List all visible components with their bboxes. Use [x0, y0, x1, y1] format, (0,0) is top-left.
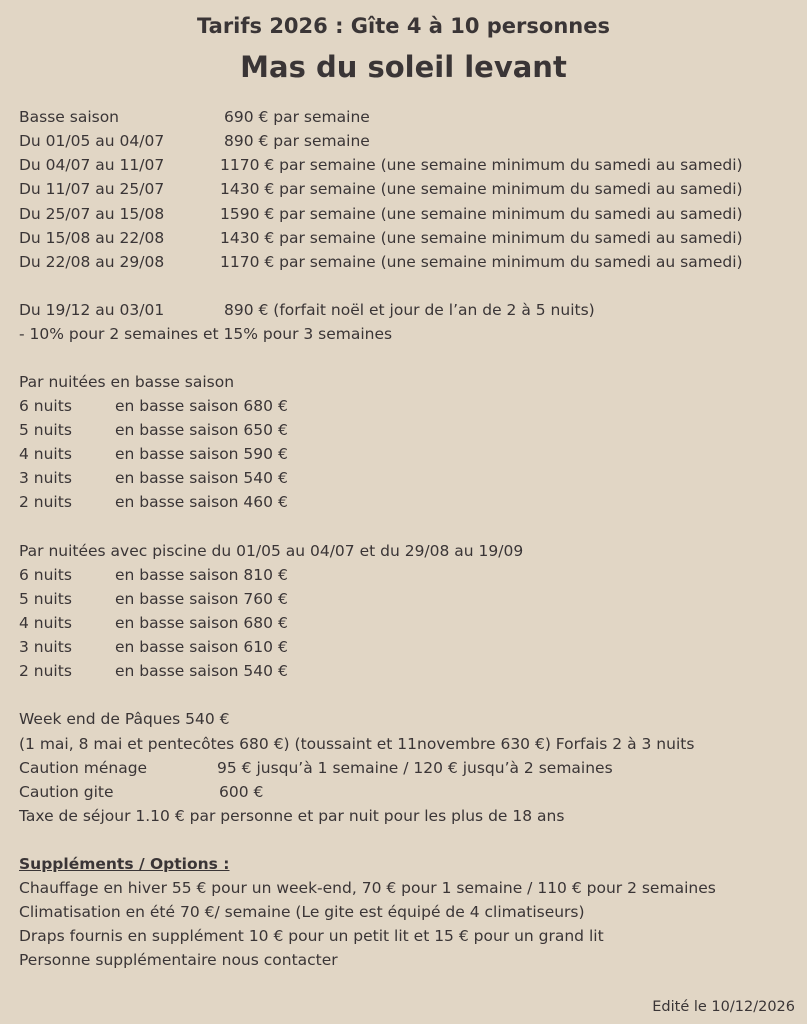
holiday-period: Du 19/12 au 03/01 [19, 301, 165, 319]
cleaning-deposit-label: Caution ménage [19, 759, 148, 777]
rate-price: 1590 € par semaine (une semaine minimum du samedi au samedi) [220, 205, 743, 223]
rate-period: Basse saison [19, 108, 120, 126]
nights-count: 3 nuits [19, 469, 72, 487]
supplements-heading: Suppléments / Options : [19, 855, 230, 873]
nights-count: 2 nuits [19, 493, 72, 511]
page-subtitle: Mas du soleil levant [240, 50, 567, 84]
weekly-rate-row [19, 227, 743, 249]
gite-deposit-label: Caution gite [19, 783, 114, 801]
gite-deposit-row [19, 781, 264, 803]
cleaning-deposit-value: 95 € jusqu’à 1 semaine / 120 € jusqu’à 2 semaines [217, 759, 613, 777]
weekly-rate-row [19, 154, 743, 176]
supplement-item: Climatisation en été 70 €/ semaine (Le gite est équipé de 4 climatiseurs) [19, 903, 585, 921]
nights-price: en basse saison 680 € [115, 397, 288, 415]
nights-price: en basse saison 810 € [115, 566, 288, 584]
night-rate-row [19, 588, 288, 610]
nights-count: 4 nuits [19, 445, 72, 463]
rate-price: 1430 € par semaine (une semaine minimum du samedi au samedi) [220, 229, 743, 247]
page-title: Tarifs 2026 : Gîte 4 à 10 personnes [197, 14, 610, 38]
tourist-tax: Taxe de séjour 1.10 € par personne et par nuit pour les plus de 18 ans [19, 807, 565, 825]
cleaning-deposit-row [19, 757, 613, 779]
nights-price: en basse saison 760 € [115, 590, 288, 608]
nights-price: en basse saison 680 € [115, 614, 288, 632]
weekly-rate-row [19, 130, 370, 152]
nights-price: en basse saison 540 € [115, 662, 288, 680]
easter-rate: Week end de Pâques 540 € [19, 710, 230, 728]
night-rate-row [19, 467, 288, 489]
night-rate-row [19, 612, 288, 634]
rate-price: 1170 € par semaine (une semaine minimum du samedi au samedi) [220, 156, 743, 174]
rate-period: Du 25/07 au 15/08 [19, 205, 165, 223]
nights-price: en basse saison 650 € [115, 421, 288, 439]
nights-count: 2 nuits [19, 662, 72, 680]
nights-price: en basse saison 460 € [115, 493, 288, 511]
night-rate-row [19, 564, 288, 586]
holiday-price: 890 € (forfait noël et jour de l’an de 2 à 5 nuits) [224, 301, 595, 319]
weekly-rate-row [19, 106, 370, 128]
rate-period: Du 11/07 au 25/07 [19, 180, 165, 198]
weekly-rate-row [19, 251, 743, 273]
nights-price: en basse saison 610 € [115, 638, 288, 656]
rate-price: 1170 € par semaine (une semaine minimum du samedi au samedi) [220, 253, 743, 271]
rate-price: 1430 € par semaine (une semaine minimum du samedi au samedi) [220, 180, 743, 198]
pool-season-heading: Par nuitées avec piscine du 01/05 au 04/07 et du 29/08 au 19/09 [19, 542, 524, 560]
holiday-rate-row [19, 299, 595, 321]
weekly-rate-row [19, 203, 743, 225]
rate-price: 690 € par semaine [224, 108, 370, 126]
night-rate-row [19, 395, 288, 417]
supplement-item: Chauffage en hiver 55 € pour un week-end, 70 € pour 1 semaine / 110 € pour 2 semaines [19, 879, 716, 897]
nights-count: 5 nuits [19, 590, 72, 608]
bank-holiday-rates: (1 mai, 8 mai et pentecôtes 680 €) (toussaint et 11novembre 630 €) Forfais 2 à 3 nuits [19, 735, 695, 753]
nights-count: 6 nuits [19, 566, 72, 584]
supplement-item: Personne supplémentaire nous contacter [19, 951, 338, 969]
edit-date: Edité le 10/12/2026 [652, 999, 795, 1015]
night-rate-row [19, 419, 288, 441]
night-rate-row [19, 443, 288, 465]
nights-count: 3 nuits [19, 638, 72, 656]
rate-period: Du 22/08 au 29/08 [19, 253, 165, 271]
supplement-item: Draps fournis en supplément 10 € pour un petit lit et 15 € pour un grand lit [19, 927, 604, 945]
night-rate-row [19, 660, 288, 682]
rate-period: Du 04/07 au 11/07 [19, 156, 165, 174]
weekly-rate-row [19, 178, 743, 200]
gite-deposit-value: 600 € [219, 783, 264, 801]
nights-price: en basse saison 590 € [115, 445, 288, 463]
discount-text: - 10% pour 2 semaines et 15% pour 3 semaines [19, 325, 393, 343]
night-rate-row [19, 636, 288, 658]
nights-price: en basse saison 540 € [115, 469, 288, 487]
rate-price: 890 € par semaine [224, 132, 370, 150]
rate-period: Du 01/05 au 04/07 [19, 132, 165, 150]
night-rate-row [19, 491, 288, 513]
nights-count: 6 nuits [19, 397, 72, 415]
rate-period: Du 15/08 au 22/08 [19, 229, 165, 247]
nights-count: 4 nuits [19, 614, 72, 632]
nights-count: 5 nuits [19, 421, 72, 439]
low-season-heading: Par nuitées en basse saison [19, 373, 235, 391]
